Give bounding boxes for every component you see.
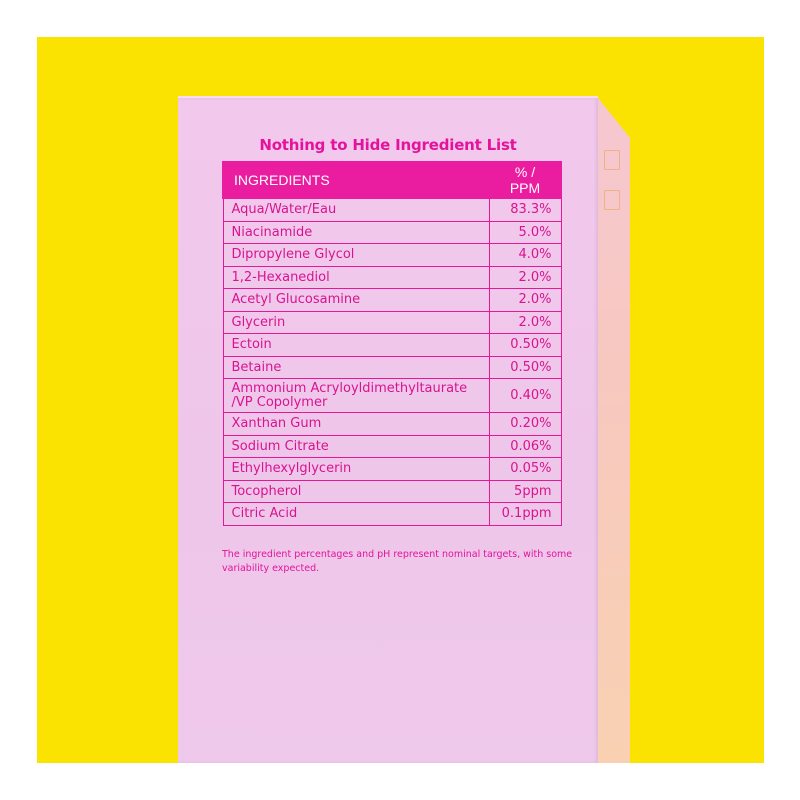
ingredient-amount: 0.40% [489,379,561,413]
table-row [223,413,561,436]
ingredient-name: Sodium Citrate [223,435,489,458]
ingredient-name: Niacinamide [223,221,489,244]
side-print-mark [604,150,620,170]
table-row [223,334,561,357]
table-row [223,480,561,503]
table-row [223,503,561,526]
ingredient-amount: 0.50% [489,356,561,379]
ingredient-name: Acetyl Glucosamine [223,289,489,312]
table-row [223,311,561,334]
ingredient-name: Dipropylene Glycol [223,244,489,267]
table-row [223,435,561,458]
table-row [223,266,561,289]
ingredient-amount: 0.50% [489,334,561,357]
header-ingredients: INGREDIENTS [223,162,489,198]
ingredient-amount: 83.3% [489,198,561,221]
ingredient-amount: 5ppm [489,480,561,503]
ingredient-name: Betaine [223,356,489,379]
ingredient-name: Ethylhexylglycerin [223,458,489,481]
ingredient-amount: 2.0% [489,311,561,334]
table-row [223,356,561,379]
ingredient-amount: 5.0% [489,221,561,244]
ingredient-amount: 0.06% [489,435,561,458]
table-header-row [223,162,561,198]
footnote: The ingredient percentages and pH represent nominal targets, with some variability expected. [222,549,573,574]
ingredient-name: Glycerin [223,311,489,334]
ingredient-name: Xanthan Gum [223,413,489,436]
ingredient-amount: 0.20% [489,413,561,436]
ingredient-name: 1,2-Hexanediol [223,266,489,289]
table-row [223,244,561,267]
header-percent: % / PPM [489,162,561,198]
ingredient-amount: 2.0% [489,289,561,312]
ingredient-amount: 0.05% [489,458,561,481]
ingredient-name: Citric Acid [223,503,489,526]
ingredient-name: Ammonium Acryloyldimethyltaurate /VP Copolymer [223,379,489,413]
ingredient-list-title: Nothing to Hide Ingredient List [259,136,517,154]
ingredient-amount: 0.1ppm [489,503,561,526]
table-row [223,458,561,481]
ingredient-table [222,161,562,526]
ingredient-name: Tocopherol [223,480,489,503]
side-print-mark [604,190,620,210]
ingredient-amount: 2.0% [489,266,561,289]
ingredient-name: Aqua/Water/Eau [223,198,489,221]
table-row [223,198,561,221]
ingredient-amount: 4.0% [489,244,561,267]
table-row [223,221,561,244]
ingredient-name: Ectoin [223,334,489,357]
table-row [223,289,561,312]
table-row [223,379,561,413]
